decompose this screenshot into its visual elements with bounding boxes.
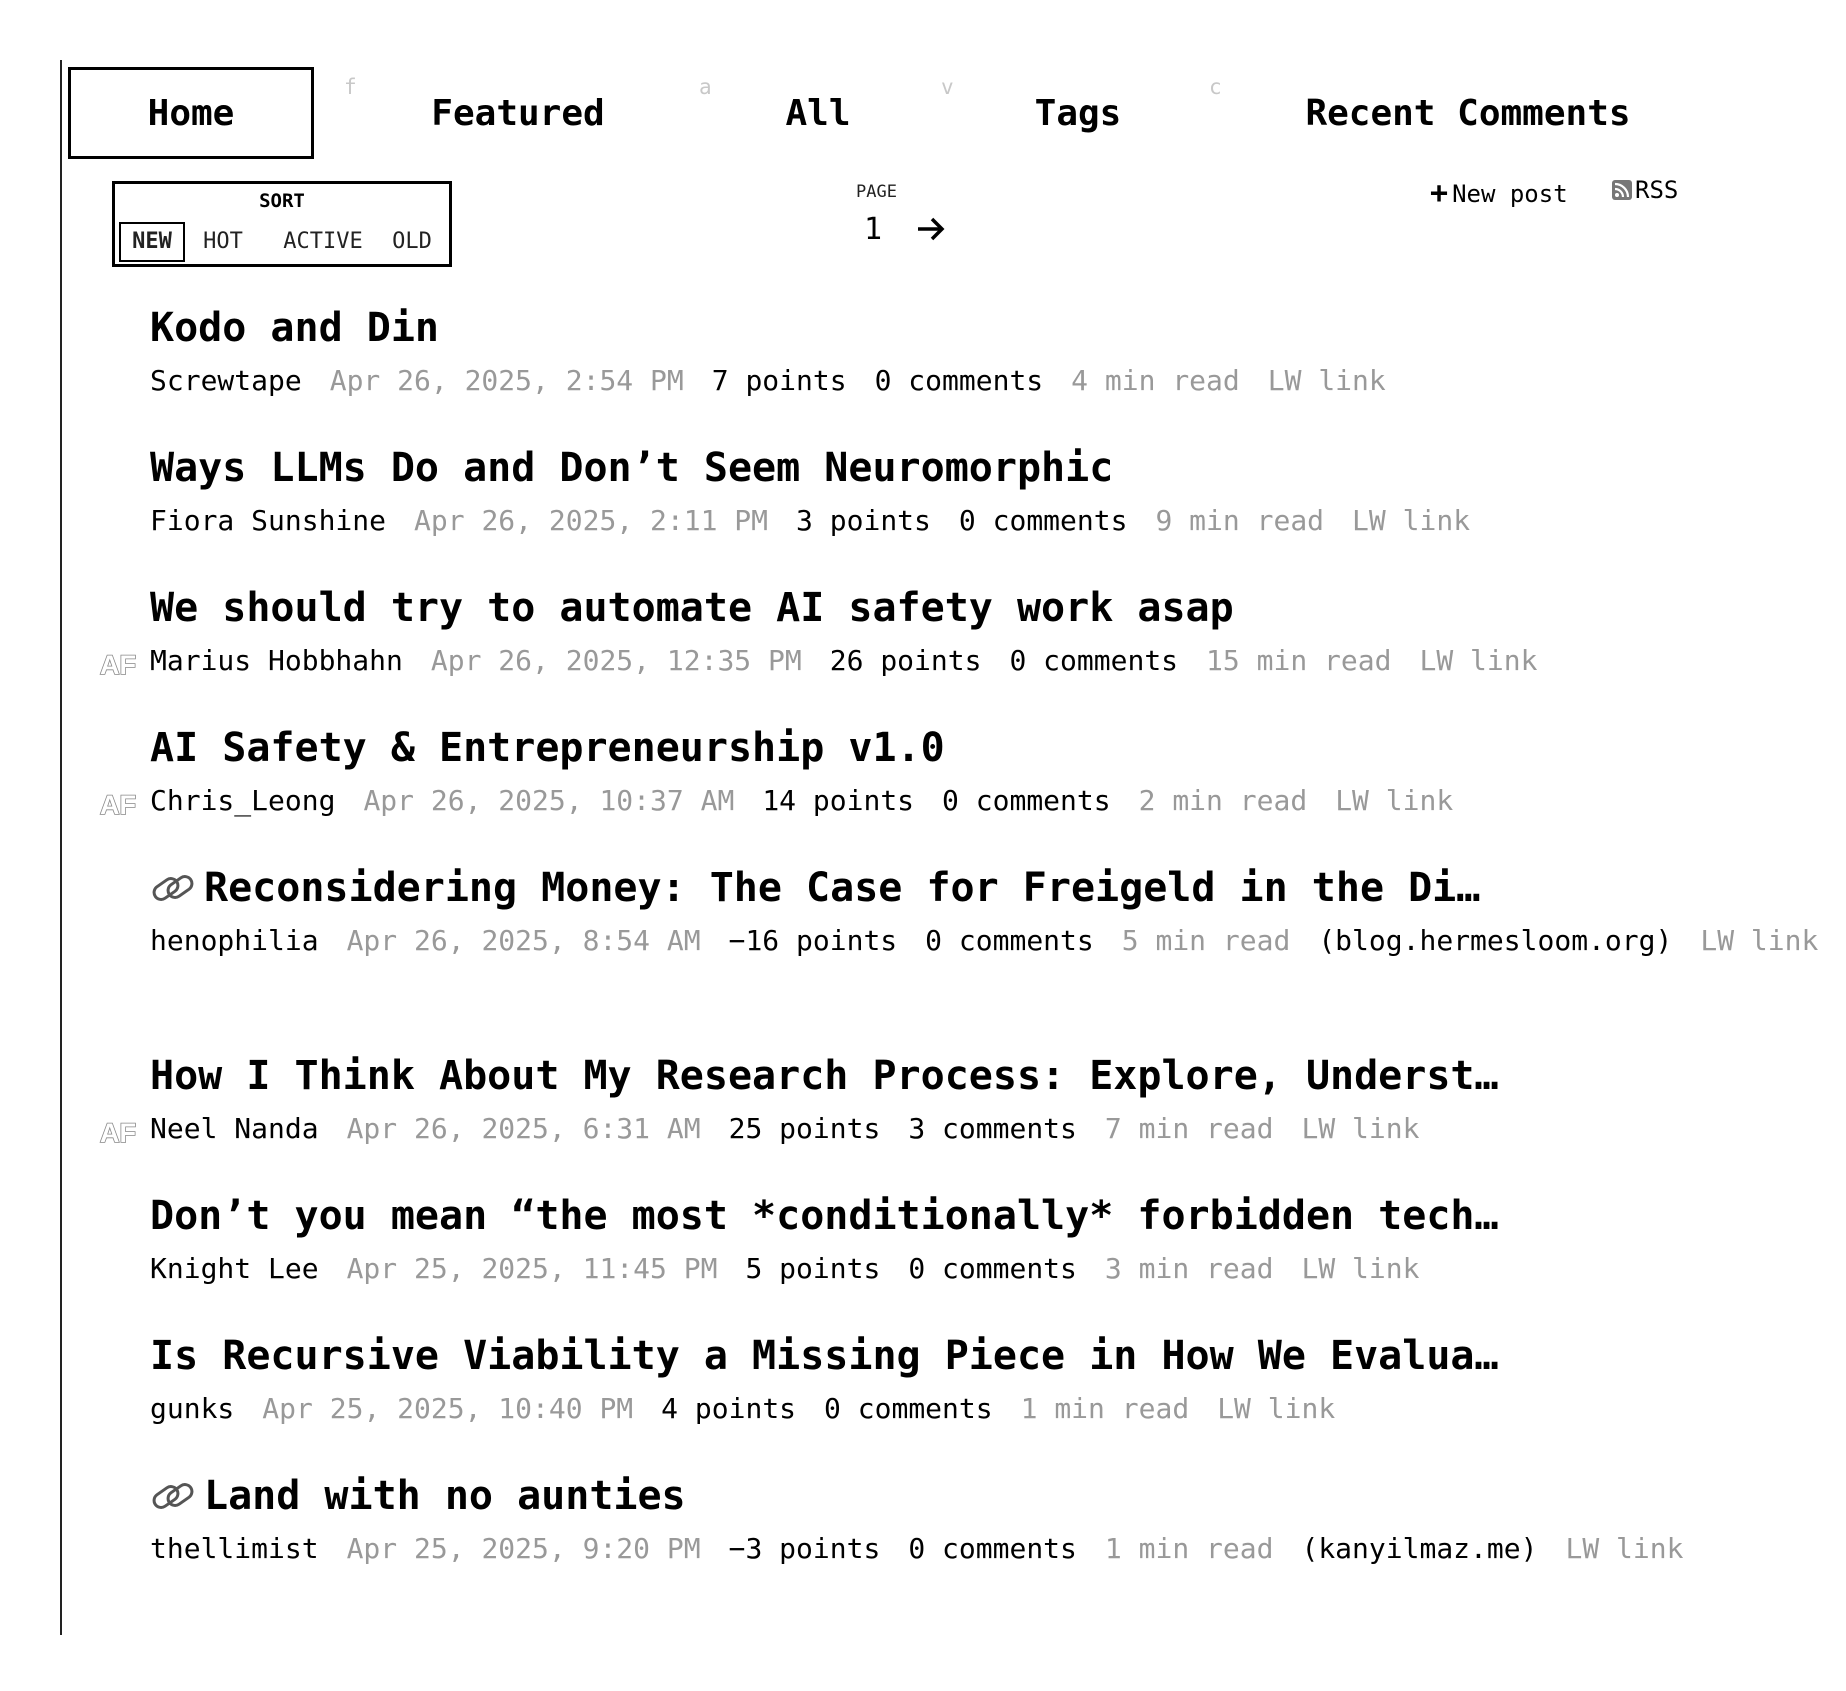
link-post-icon: [150, 1476, 196, 1516]
post-read-time: 1 min read: [1104, 1532, 1274, 1565]
post-points: 7 points: [711, 364, 847, 397]
post-lw-link[interactable]: LW link: [1352, 504, 1471, 537]
post-lw-link[interactable]: LW link: [1267, 364, 1386, 397]
tab-all-label: All: [785, 92, 851, 134]
post-title-text: Ways LLMs Do and Don’t Seem Neuromorphic: [150, 445, 1114, 491]
post-lw-link[interactable]: LW link: [1301, 1112, 1420, 1145]
post-author[interactable]: Fiora Sunshine: [150, 504, 387, 537]
post-comments-link[interactable]: 0 comments: [942, 784, 1111, 817]
post-title[interactable]: [150, 442, 1600, 494]
tab-all[interactable]: [758, 67, 878, 159]
post-author[interactable]: henophilia: [150, 924, 319, 957]
post-title-text: AI Safety & Entrepreneurship v1.0: [150, 725, 945, 771]
post-lw-link[interactable]: LW link: [1700, 924, 1819, 957]
alignment-forum-badge-icon[interactable]: [98, 1117, 142, 1147]
svg-text:AF: AF: [100, 790, 136, 820]
plus-icon: +: [1430, 176, 1449, 211]
post-item: [100, 1050, 1610, 1152]
post-date: Apr 25, 2025, 11:45 PM: [346, 1252, 718, 1285]
post-item: [150, 1190, 1610, 1292]
post-read-time: 7 min read: [1104, 1112, 1274, 1145]
svg-text:AF: AF: [100, 1118, 136, 1148]
post-points: 3 points: [796, 504, 931, 537]
post-date: Apr 26, 2025, 10:37 AM: [363, 784, 735, 817]
post-title-text: Reconsidering Money: The Case for Freigeld in the Di…: [204, 865, 1481, 911]
post-points: 5 points: [745, 1252, 881, 1285]
post-author[interactable]: Marius Hobbhahn: [150, 644, 403, 677]
post-meta: [150, 358, 1570, 404]
post-item: [150, 1470, 1684, 1572]
post-item: [150, 302, 1610, 404]
sort-box: [112, 181, 452, 267]
accesskey-tags: v: [941, 75, 954, 99]
post-lw-link[interactable]: LW link: [1301, 1252, 1420, 1285]
rss-link[interactable]: [1612, 176, 1678, 204]
post-points: −16 points: [728, 924, 898, 957]
post-author[interactable]: gunks: [150, 1392, 235, 1425]
post-lw-link[interactable]: LW link: [1335, 784, 1454, 817]
page-label: PAGE: [856, 182, 897, 202]
tab-tags-label: Tags: [1034, 92, 1122, 134]
post-date: Apr 26, 2025, 2:11 PM: [414, 504, 769, 537]
post-date: Apr 26, 2025, 2:54 PM: [329, 364, 684, 397]
post-title[interactable]: [150, 302, 1600, 354]
post-comments-link[interactable]: 0 comments: [908, 1532, 1077, 1565]
post-meta: [150, 1526, 1684, 1572]
post-title-text: Land with no aunties: [204, 1473, 686, 1519]
post-item: [150, 442, 1610, 544]
alignment-forum-badge-icon[interactable]: [98, 649, 142, 679]
post-domain-link[interactable]: (kanyilmaz.me): [1301, 1532, 1538, 1565]
post-lw-link[interactable]: LW link: [1419, 644, 1538, 677]
post-comments-link[interactable]: 0 comments: [824, 1392, 993, 1425]
post-comments-link[interactable]: 0 comments: [1009, 644, 1179, 677]
post-meta: [150, 1246, 1570, 1292]
post-meta: [150, 498, 1570, 544]
tab-featured[interactable]: [398, 67, 638, 159]
post-points: −3 points: [728, 1532, 881, 1565]
tab-home-label: Home: [147, 92, 235, 134]
tab-featured-label: Featured: [431, 92, 605, 134]
post-title-text: Don’t you mean “the most *conditionally* forbidden tech…: [150, 1193, 1499, 1239]
post-read-time: 1 min read: [1020, 1392, 1190, 1425]
page-number: 1: [864, 212, 883, 247]
accesskey-all: a: [699, 75, 712, 99]
post-comments-link[interactable]: 0 comments: [874, 364, 1044, 397]
post-title[interactable]: [150, 1470, 1600, 1522]
post-title[interactable]: [150, 862, 1600, 914]
post-read-time: 15 min read: [1206, 644, 1392, 677]
post-title[interactable]: [150, 722, 1600, 774]
post-meta: [150, 918, 1819, 964]
post-points: 26 points: [829, 644, 982, 677]
post-title[interactable]: [150, 1330, 1600, 1382]
right-arrow-icon[interactable]: [915, 213, 947, 245]
post-title[interactable]: [150, 582, 1600, 634]
post-title-text: Is Recursive Viability a Missing Piece in How We Evalua…: [150, 1333, 1499, 1379]
post-author[interactable]: thellimist: [150, 1532, 319, 1565]
rss-label: RSS: [1635, 176, 1679, 204]
post-meta: [150, 778, 1570, 824]
tab-home[interactable]: [68, 67, 314, 159]
post-points: 25 points: [728, 1112, 881, 1145]
new-post-label: New post: [1452, 179, 1568, 208]
accesskey-recent-comments: c: [1209, 75, 1222, 99]
post-date: Apr 26, 2025, 8:54 AM: [346, 924, 701, 957]
main-nav: [68, 67, 1708, 159]
post-title-text: How I Think About My Research Process: Explore, Underst…: [150, 1053, 1499, 1099]
left-rule: [60, 60, 62, 1635]
post-item: [100, 582, 1610, 684]
svg-text:AF: AF: [100, 650, 136, 680]
post-item: [150, 862, 1819, 964]
post-meta: [150, 1386, 1570, 1432]
sort-active[interactable]: ACTIVE: [283, 229, 363, 254]
sort-label: SORT: [259, 190, 305, 212]
post-item: [100, 722, 1610, 824]
post-meta: [150, 1106, 1570, 1152]
post-read-time: 3 min read: [1104, 1252, 1274, 1285]
sort-new[interactable]: NEW: [119, 222, 185, 262]
link-post-icon: [150, 868, 196, 908]
post-title[interactable]: [150, 1190, 1600, 1242]
tab-recent-comments-label: Recent Comments: [1305, 92, 1631, 134]
post-lw-link[interactable]: LW link: [1565, 1532, 1684, 1565]
sort-hot[interactable]: HOT: [203, 229, 243, 254]
post-read-time: 9 min read: [1155, 504, 1325, 537]
post-author[interactable]: Knight Lee: [150, 1252, 319, 1285]
post-author[interactable]: Screwtape: [150, 364, 302, 397]
rss-icon: [1612, 180, 1632, 200]
post-date: Apr 26, 2025, 6:31 AM: [346, 1112, 701, 1145]
post-read-time: 5 min read: [1121, 924, 1291, 957]
post-lw-link[interactable]: LW link: [1217, 1392, 1336, 1425]
post-domain-link[interactable]: (blog.hermesloom.org): [1318, 924, 1673, 957]
post-author[interactable]: Neel Nanda: [150, 1112, 319, 1145]
post-points: 4 points: [661, 1392, 797, 1425]
post-title[interactable]: [150, 1050, 1600, 1102]
new-post-link[interactable]: [1430, 176, 1568, 211]
alignment-forum-badge-icon[interactable]: [98, 789, 142, 819]
post-read-time: 4 min read: [1071, 364, 1240, 397]
sort-old[interactable]: OLD: [392, 229, 432, 254]
tab-recent-comments[interactable]: [1268, 67, 1668, 159]
accesskey-featured: f: [344, 75, 357, 99]
post-comments-link[interactable]: 0 comments: [958, 504, 1128, 537]
post-title-text: We should try to automate AI safety work asap: [150, 585, 1234, 631]
post-date: Apr 26, 2025, 12:35 PM: [430, 644, 802, 677]
tab-tags[interactable]: [998, 67, 1158, 159]
post-date: Apr 25, 2025, 9:20 PM: [346, 1532, 701, 1565]
post-read-time: 2 min read: [1138, 784, 1308, 817]
post-points: 14 points: [762, 784, 915, 817]
post-date: Apr 25, 2025, 10:40 PM: [262, 1392, 634, 1425]
post-comments-link[interactable]: 0 comments: [925, 924, 1094, 957]
post-title-text: Kodo and Din: [150, 305, 439, 351]
post-meta: [150, 638, 1570, 684]
post-author[interactable]: Chris_Leong: [150, 784, 336, 817]
post-comments-link[interactable]: 3 comments: [908, 1112, 1077, 1145]
post-item: [150, 1330, 1610, 1432]
post-comments-link[interactable]: 0 comments: [908, 1252, 1077, 1285]
